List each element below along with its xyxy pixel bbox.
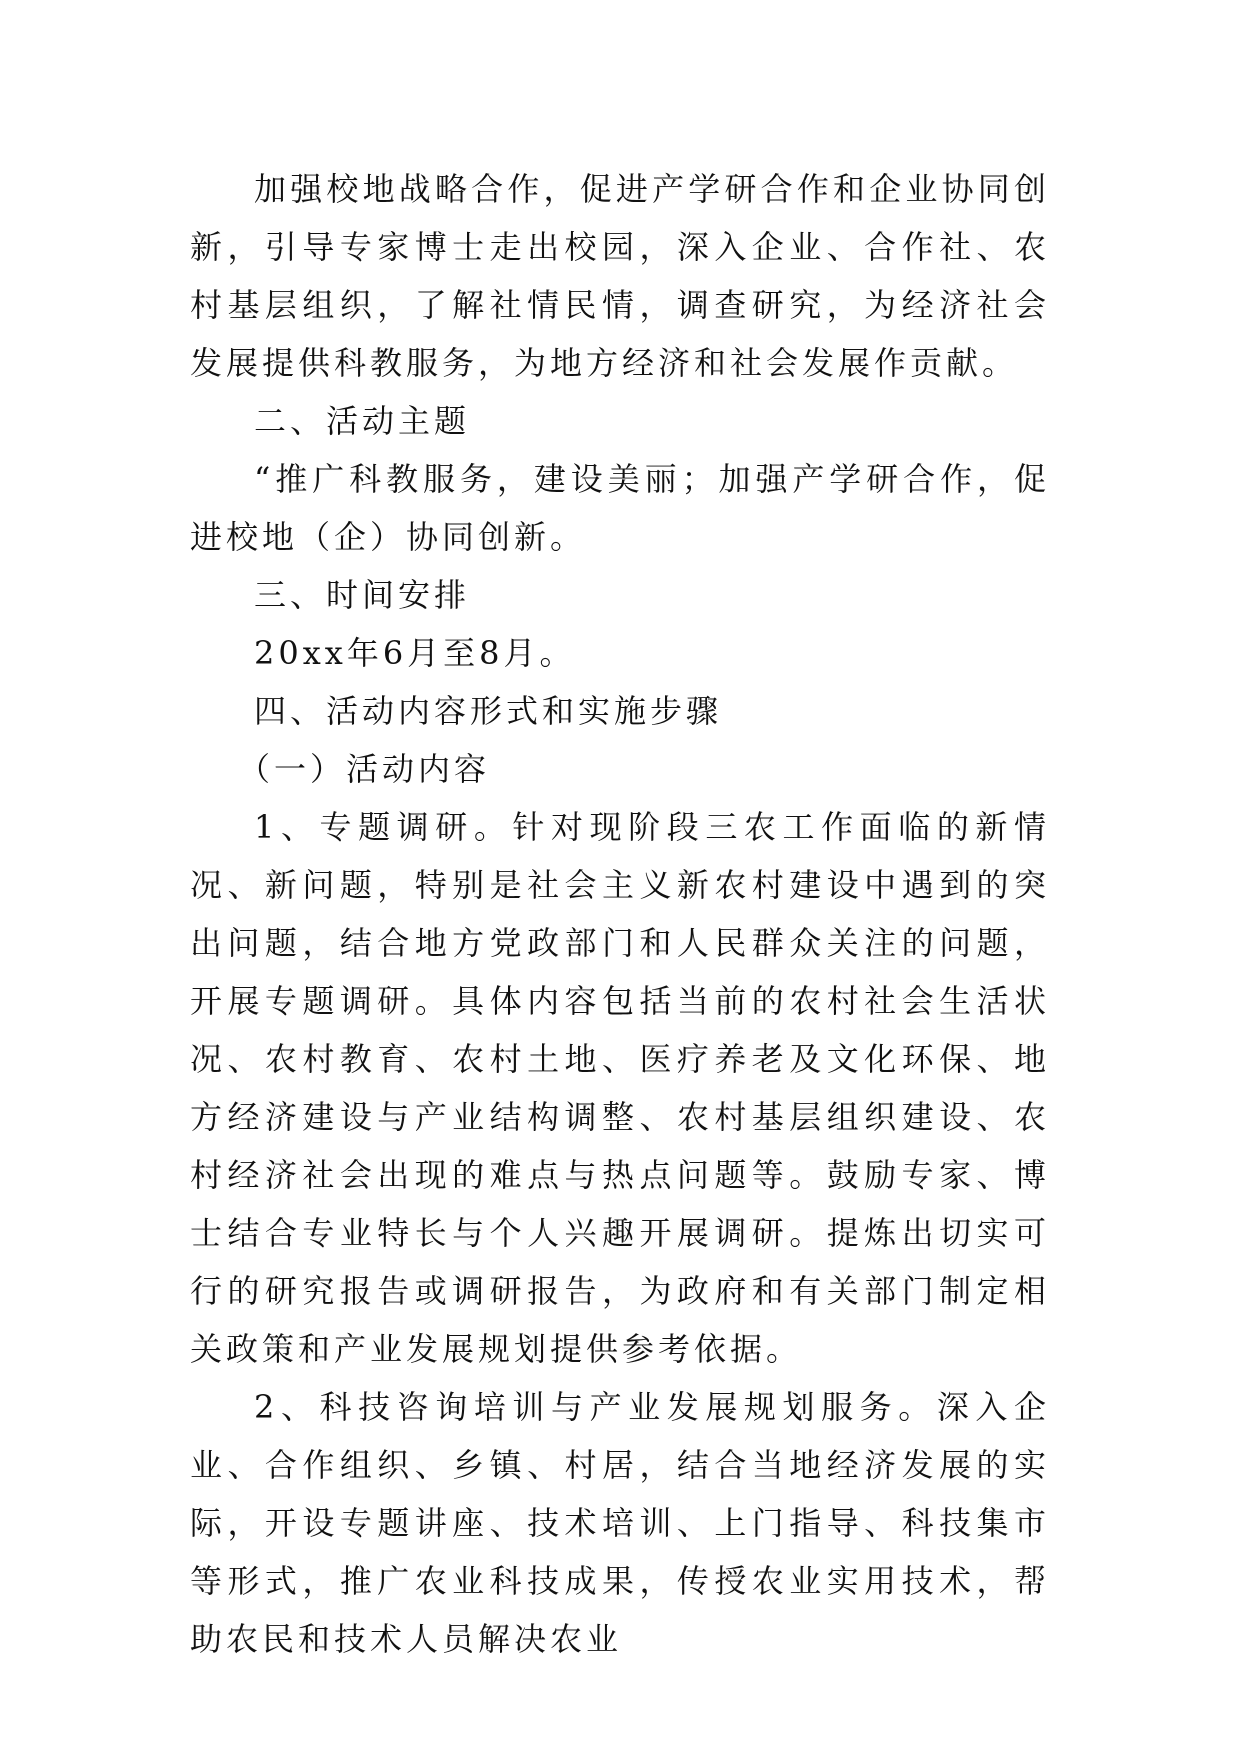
document-body (190, 160, 1050, 1668)
paragraph-purpose: 加强校地战略合作，促进产学研合作和企业协同创新，引导专家博士走出校园，深入企业、合作社、农村基层组织，了解社情民情，调查研究，为经济社会发展提供科教服务，为地方经济和社会发展作贡献。 (190, 170, 1050, 382)
heading-schedule: 三、时间安排 (254, 576, 471, 614)
subheading-activity-content: （一）活动内容 (238, 750, 491, 788)
paragraph-theme: “推广科教服务，建设美丽；加强产学研合作，促进校地（企）协同创新。 (190, 460, 1050, 556)
paragraph-schedule-date: 20xx年6月至8月。 (254, 634, 576, 672)
paragraph-tech-consulting: 2、科技咨询培训与产业发展规划服务。深入企业、合作组织、乡镇、村居，结合当地经济发展的实际，开设专题讲座、技术培训、上门指导、科技集市等形式，推广农业科技成果，传授农业实用技术，帮助农民和技术人员解决农业 (190, 1388, 1050, 1658)
heading-activity-content-steps: 四、活动内容形式和实施步骤 (254, 692, 723, 730)
paragraph-special-research: 1、专题调研。针对现阶段三农工作面临的新情况、新问题，特别是社会主义新农村建设中遇到的突出问题，结合地方党政部门和人民群众关注的问题，开展专题调研。具体内容包括当前的农村社会生活状况、农村教育、农村土地、医疗养老及文化环保、地方经济建设与产业结构调整、农村基层组织建设、农村经济社会出现的难点与热点问题等。鼓励专家、博士结合专业特长与个人兴趣开展调研。提炼出切实可行的研究报告或调研报告，为政府和有关部门制定相关政策和产业发展规划提供参考依据。 (190, 808, 1050, 1368)
heading-activity-theme: 二、活动主题 (254, 402, 471, 440)
